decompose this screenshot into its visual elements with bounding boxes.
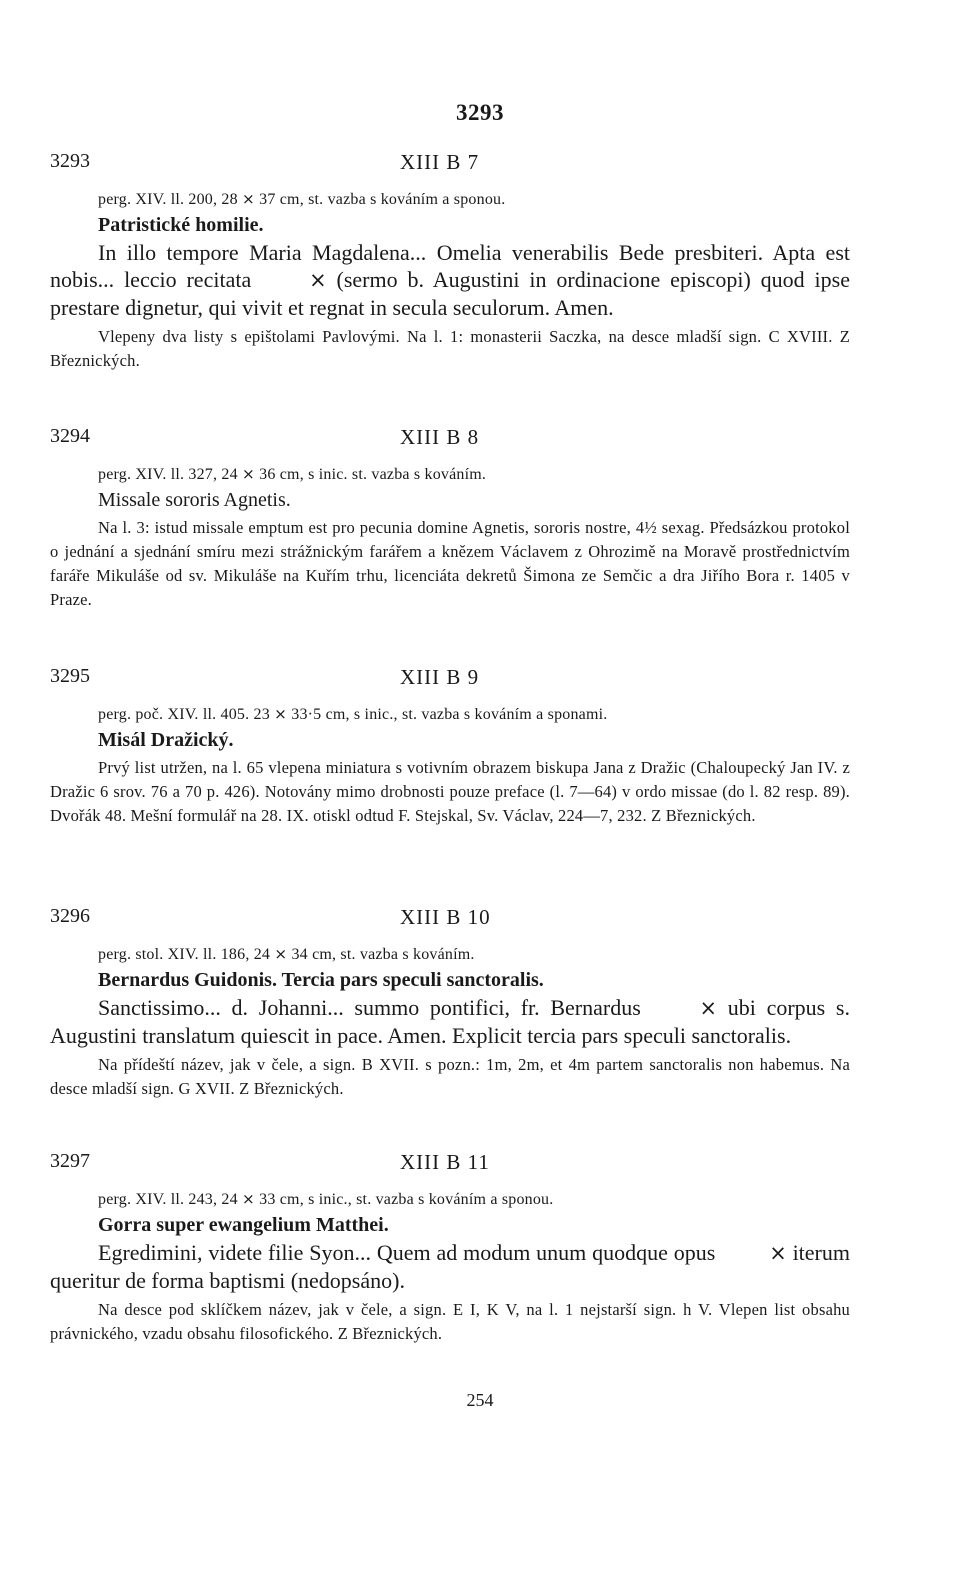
entry-signature: XIII B 10 xyxy=(400,905,491,929)
catalog-entry xyxy=(50,425,850,612)
entry-heading xyxy=(50,150,850,184)
entry-notes: Prvý list utržen, na l. 65 vlepena miniatura s votivním obrazem biskupa Jana z Dražic (Chaloupecký Jan IV. z Dražic 6 srov. 76 a 70 p. 426). Notovány mimo drobnosti pouze preface (l. 7—64) v ordo missae (do l. 82 resp. 89). Dvořák 48. Mešní formulář na 28. IX. otiskl odtud F. Stejskal, Sv. Václav, 224—7, 232. Z Březnických. xyxy=(50,758,850,825)
entry-heading xyxy=(50,1150,850,1184)
entry-notes: Na desce pod sklíčkem název, jak v čele, a sign. E I, K V, na l. 1 nejstarší sign. h V. Vlepen list obsahu právnického, vzadu obsahu filosofického. Z Březnických. xyxy=(50,1300,850,1343)
entry-description: perg. stol. XIV. ll. 186, 24 × 34 cm, st. vazba s kováním. xyxy=(98,945,475,963)
entry-number: 3296 xyxy=(50,905,90,927)
entry-incipit: Egredimini, videte filie Syon... Quem ad modum unum quodque opus × iterum queritur de forma baptismi (nedopsáno). xyxy=(50,1240,850,1293)
catalog-entry xyxy=(50,150,850,373)
entry-title: Gorra super ewangelium Matthei. xyxy=(98,1214,389,1236)
entry-title: Bernardus Guidonis. Tercia pars speculi sanctoralis. xyxy=(98,969,544,991)
entry-notes: Na l. 3: istud missale emptum est pro pecunia domine Agnetis, sororis nostre, 4½ sexag. Předsázkou protokol o jednání a sjednání smíru mezi strážnickým farářem a knězem Václavem z Ohrozimě na Moravě prostřednictvím faráře Mikuláše od sv. Mikuláše na Kuřím trhu, licenciáta dekretů Šimona ze Semčic a dra Jiřího Bora r. 1405 v Praze. xyxy=(50,518,850,609)
page-number: 254 xyxy=(466,1390,494,1410)
cross-mark-icon: × xyxy=(699,996,718,1020)
entry-signature: XIII B 9 xyxy=(400,665,480,689)
cross-mark-icon: × xyxy=(309,268,327,292)
entry-title: Missale sororis Agnetis. xyxy=(98,489,291,511)
cross-mark-icon: × xyxy=(242,1190,255,1208)
entry-heading xyxy=(50,425,850,459)
cross-mark-icon: × xyxy=(769,1241,787,1265)
entry-number: 3293 xyxy=(50,150,90,172)
cross-mark-icon: × xyxy=(274,705,288,723)
page-header-number: 3293 xyxy=(456,100,504,125)
entry-signature: XIII B 11 xyxy=(400,1150,490,1174)
cross-mark-icon: × xyxy=(242,190,255,208)
entry-description: perg. XIV. ll. 200, 28 × 37 cm, st. vazba s kováním a sponou. xyxy=(98,190,506,208)
entry-number: 3297 xyxy=(50,1150,90,1172)
entry-description: perg. XIV. ll. 327, 24 × 36 cm, s inic. st. vazba s kováním. xyxy=(98,465,487,483)
entry-incipit: In illo tempore Maria Magdalena... Omelia venerabilis Bede presbiteri. Apta est nobis... leccio recitata × (sermo b. Augustini in ordinacione episcopi) quod ipse prestare dignetur, qui vivit et regnat in secula seculorum. Amen. xyxy=(50,240,850,320)
entry-description: perg. XIV. ll. 243, 24 × 33 cm, s inic., st. vazba s kováním a sponou. xyxy=(98,1190,554,1208)
entry-description: perg. poč. XIV. ll. 405. 23 × 33·5 cm, s inic., st. vazba s kováním a sponami. xyxy=(98,705,608,723)
entry-heading xyxy=(50,665,850,699)
catalog-entry xyxy=(50,665,850,828)
catalog-entry xyxy=(50,1150,850,1346)
entry-title: Misál Dražický. xyxy=(98,729,234,751)
entry-number: 3294 xyxy=(50,425,90,447)
entry-notes: Na přídeští název, jak v čele, a sign. B XVII. s pozn.: 1m, 2m, et 4m partem sanctoralis non habemus. Na desce mladší sign. G XVII. Z Březnických. xyxy=(50,1055,850,1098)
catalog-entry xyxy=(50,905,850,1101)
entry-incipit: Sanctissimo... d. Johanni... summo pontifici, fr. Bernardus × ubi corpus s. Augustini translatum quiescit in pace. Amen. Explicit tercia pars speculi sanctoralis. xyxy=(50,995,850,1048)
cross-mark-icon: × xyxy=(242,465,255,483)
cross-mark-icon: × xyxy=(274,945,288,963)
entry-signature: XIII B 7 xyxy=(400,150,480,174)
entry-notes: Vlepeny dva listy s epištolami Pavlovými. Na l. 1: monasterii Saczka, na desce mladší sign. C XVIII. Z Březnických. xyxy=(50,327,850,370)
entry-number: 3295 xyxy=(50,665,90,687)
entry-title: Patristické homilie. xyxy=(98,214,264,236)
entry-heading xyxy=(50,905,850,939)
entry-signature: XIII B 8 xyxy=(400,425,480,449)
